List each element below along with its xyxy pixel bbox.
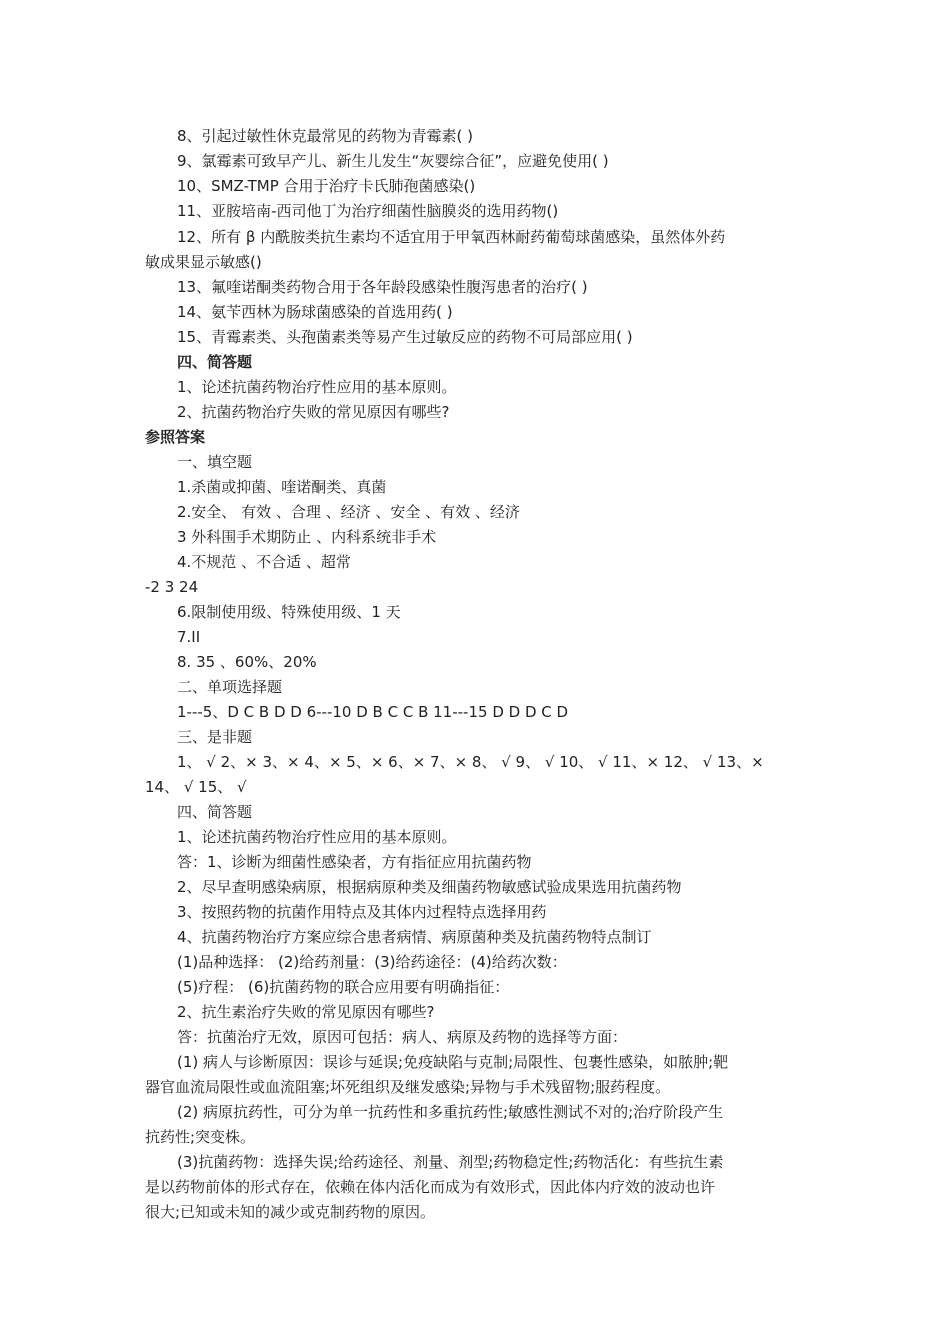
answers-heading: 参照答案 bbox=[145, 428, 206, 446]
answer-line: 1---5、D C B D D 6---10 D B C C B 11---15 D D D C D bbox=[177, 703, 569, 721]
answer-line: 答：抗菌治疗无效，原因可包括：病人、病原及药物的选择等方面： bbox=[177, 1028, 628, 1046]
answer-line: (2) 病原抗药性，可分为单一抗药性和多重抗药性;敏感性测试不对的;治疗阶段产生 bbox=[177, 1103, 724, 1121]
question-9: 9、氯霉素可致早产儿、新生儿发生“灰婴综合征”，应避免使用( ) bbox=[177, 152, 609, 170]
question-11: 11、亚胺培南-西司他丁为治疗细菌性脑膜炎的选用药物() bbox=[177, 202, 559, 220]
answer-section-fill-blank: 一、填空题 bbox=[177, 453, 253, 471]
answer-line: 2.安全、 有效 、合理 、经济 、安全 、有效 、经济 bbox=[177, 503, 520, 521]
question-10: 10、SMZ-TMP 合用于治疗卡氏肺孢菌感染() bbox=[177, 177, 476, 195]
answer-line: 4、抗菌药物治疗方案应综合患者病情、病原菌种类及抗菌药物特点制订 bbox=[177, 928, 652, 946]
answer-line: 抗药性;突变株。 bbox=[145, 1128, 256, 1146]
answer-line: 2、尽早查明感染病原，根据病原种类及细菌药物敏感试验成果选用抗菌药物 bbox=[177, 878, 682, 896]
answer-line: 答：1、诊断为细菌性感染者，方有指征应用抗菌药物 bbox=[177, 853, 532, 871]
answer-line: 1、论述抗菌药物治疗性应用的基本原则。 bbox=[177, 828, 457, 846]
answer-section-short-answer: 四、简答题 bbox=[177, 803, 253, 821]
answer-line: 4.不规范 、不合适 、超常 bbox=[177, 553, 351, 571]
question-8: 8、引起过敏性休克最常见的药物为青霉素( ) bbox=[177, 127, 474, 145]
answer-section-single-choice: 二、单项选择题 bbox=[177, 678, 283, 696]
section-heading-short-answer: 四、简答题 bbox=[177, 353, 253, 371]
answer-line: 3、按照药物的抗菌作用特点及其体内过程特点选择用药 bbox=[177, 903, 547, 921]
answer-line: (5)疗程： (6)抗菌药物的联合应用要有明确指征： bbox=[177, 978, 510, 996]
answer-line: 6.限制使用级、特殊使用级、1 天 bbox=[177, 603, 401, 621]
answer-line: 3 外科围手术期防止 、内科系统非手术 bbox=[177, 528, 437, 546]
answer-line: (1)品种选择： (2)给药剂量：(3)给药途径：(4)给药次数： bbox=[177, 953, 567, 971]
answer-line: 1.杀菌或抑菌、喹诺酮类、真菌 bbox=[177, 478, 387, 496]
answer-line: 很大;已知或未知的减少或克制药物的原因。 bbox=[145, 1203, 436, 1221]
question-12-line-1: 12、所有 β 内酰胺类抗生素均不适宜用于甲氧西林耐药葡萄球菌感染，虽然体外药 bbox=[177, 228, 726, 246]
answer-line: 14、 √ 15、 √ bbox=[145, 778, 247, 796]
answer-line: (3)抗菌药物：选择失误;给药途径、剂量、剂型;药物稳定性;药物活化：有些抗生素 bbox=[177, 1153, 724, 1171]
question-13: 13、氟喹诺酮类药物合用于各年龄段感染性腹泻患者的治疗( ) bbox=[177, 278, 588, 296]
answer-line: 器官血流局限性或血流阻塞;坏死组织及继发感染;异物与手术残留物;服药程度。 bbox=[145, 1078, 671, 1096]
short-answer-question-2: 2、抗菌药物治疗失败的常见原因有哪些? bbox=[177, 403, 450, 421]
question-12-line-2: 敏成果显示敏感() bbox=[145, 253, 262, 271]
answer-line: (1) 病人与诊断原因：误诊与延误;免疫缺陷与克制;局限性、包裹性感染，如脓肿;靶 bbox=[177, 1053, 729, 1071]
answer-line: 8. 35 、60%、20% bbox=[177, 653, 317, 671]
answer-line: 7.II bbox=[177, 628, 201, 646]
answer-line: 是以药物前体的形式存在，依赖在体内活化而成为有效形式，因此体内疗效的波动也许 bbox=[145, 1178, 716, 1196]
answer-line: 1、 √ 2、× 3、× 4、× 5、× 6、× 7、× 8、 √ 9、 √ 10、 √ 11、× 12、 √ 13、× bbox=[177, 753, 764, 771]
question-15: 15、青霉素类、头孢菌素类等易产生过敏反应的药物不可局部应用( ) bbox=[177, 328, 633, 346]
short-answer-question-1: 1、论述抗菌药物治疗性应用的基本原则。 bbox=[177, 378, 457, 396]
answer-line: 2、抗生素治疗失败的常见原因有哪些? bbox=[177, 1003, 435, 1021]
answer-line: -2 3 24 bbox=[145, 578, 199, 596]
answer-section-true-false: 三、是非题 bbox=[177, 728, 253, 746]
question-14: 14、氨苄西林为肠球菌感染的首选用药( ) bbox=[177, 303, 453, 321]
